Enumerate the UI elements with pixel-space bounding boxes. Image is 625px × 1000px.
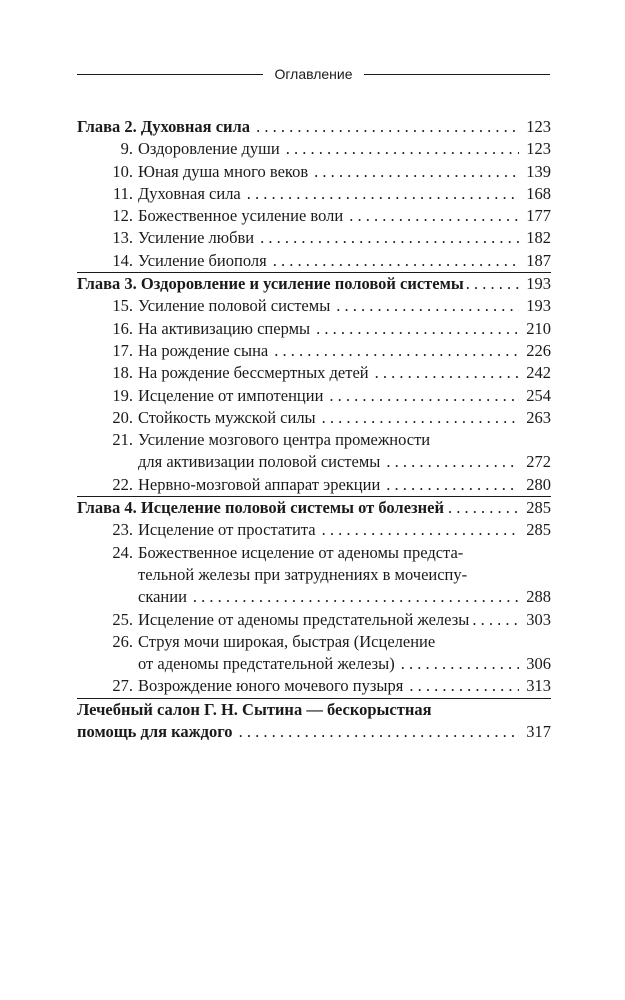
toc-entry-title: Глава 3. Оздоровление и усиление половой системы [77,274,464,294]
toc-entry-title: Лечебный салон Г. Н. Сытина — бескорыстная [77,699,432,719]
toc-leader-dots [448,497,521,519]
toc-leader-dots [349,205,519,227]
toc-entry-title: Стойкость мужской силы [138,407,316,427]
toc-item-24[interactable] [77,542,551,564]
header-title: Оглавление [274,66,353,82]
toc-entry-title: Исцеление от импотенции [138,385,324,405]
toc-leader-dots [273,250,519,272]
header-rule-right [364,74,550,75]
toc-page-number: 303 [526,609,551,629]
toc-page-number: 285 [526,520,551,540]
toc-leader-dots [386,474,519,496]
toc-page-number: 306 [526,654,551,674]
toc-item-10[interactable] [77,161,551,183]
toc-entry-title: Струя мочи широкая, быстрая (Исцеление [138,631,436,651]
toc-entry-title: Усиление любви [138,228,255,248]
toc-entry-number: 22. [112,474,133,494]
toc-entry-title: Духовная сила [138,183,241,203]
toc-leader-dots [322,407,519,429]
toc-leader-dots [322,519,519,541]
toc-leader-dots [314,161,519,183]
toc-page-number: 210 [526,318,551,338]
toc-entry-title-cont: тельной железы при затруднениях в мочеиспу- [138,564,468,584]
toc-entry-title-cont: скании [138,587,187,607]
toc-entry-number: 24. [112,542,133,562]
toc-item-26-cont[interactable] [77,653,551,675]
toc-item-16[interactable] [77,318,551,340]
toc-entry-number: 14. [112,250,133,270]
toc-leader-dots [466,273,523,295]
toc-entry-number: 25. [112,609,133,629]
toc-leader-dots [260,227,519,249]
toc-entry-title: На активизацию спермы [138,318,311,338]
toc-leader-dots [386,451,519,473]
toc-item-9[interactable] [77,138,551,160]
toc-entry-number: 9. [120,139,133,159]
toc-entry-number: 27. [112,676,133,696]
toc-page-number: 123 [526,139,551,159]
toc-entry-number: 13. [112,228,133,248]
toc-item-21-cont[interactable] [77,451,551,473]
toc-item-12[interactable] [77,205,551,227]
toc-item-13[interactable] [77,227,551,249]
toc-leader-dots [329,385,519,407]
toc-page-number: 123 [526,117,551,136]
toc-leader-dots [375,362,519,384]
toc-item-24-cont-1[interactable] [77,564,551,586]
toc-item-20[interactable] [77,407,551,429]
toc-entry-title: Божественное усиление воли [138,206,344,226]
toc-leader-dots [193,586,519,608]
toc-salon[interactable] [77,698,551,721]
toc-item-17[interactable] [77,340,551,362]
header-rule-left [77,74,263,75]
toc-leader-dots [239,721,519,743]
toc-entry-title-cont: помощь для каждого [77,722,233,742]
toc-page-number: 193 [526,274,551,294]
toc-chapter-3[interactable] [77,272,551,295]
toc-page-number: 254 [526,385,551,405]
toc-leader-dots [409,675,519,697]
toc-page-number: 285 [526,498,551,518]
toc-entry-title: Усиление биополя [138,250,267,270]
toc-entry-title: Усиление мозгового центра промежности [138,430,431,450]
toc-entry-number: 26. [112,631,133,651]
toc-page-number: 242 [526,363,551,383]
toc-entry-number: 23. [112,520,133,540]
toc-entry-title: Возрождение юного мочевого пузыря [138,676,404,696]
toc-entry-number: 19. [112,385,133,405]
toc-item-19[interactable] [77,385,551,407]
toc-item-11[interactable] [77,183,551,205]
toc-leader-dots [401,653,519,675]
toc-chapter-2[interactable] [77,116,551,138]
toc-item-18[interactable] [77,362,551,384]
toc-entry-title: Усиление половой системы [138,296,331,316]
toc-page-number: 177 [526,206,551,226]
toc-page-number: 313 [526,676,551,696]
toc-page-number: 280 [526,474,551,494]
toc-leader-dots [336,295,519,317]
toc-entry-title: На рождение бессмертных детей [138,363,369,383]
toc-page-number: 263 [526,407,551,427]
toc-entry-title: Глава 2. Духовная сила [77,117,251,136]
toc-item-24-cont-2[interactable] [77,586,551,608]
toc-leader-dots [472,609,522,631]
toc-entry-title: Глава 4. Исцеление половой системы от болезней [77,498,444,518]
toc-leader-dots [274,340,519,362]
table-of-contents [77,116,551,743]
toc-page-number: 317 [526,722,551,742]
toc-entry-number: 15. [112,296,133,316]
toc-page-number: 182 [526,228,551,248]
toc-entry-title: Божественное исцеление от аденомы предста- [138,542,464,562]
toc-entry-title: Исцеление от аденомы предстательной железы [138,609,470,629]
toc-leader-dots [247,183,519,205]
toc-entry-number: 21. [112,430,133,450]
toc-page-number: 168 [526,183,551,203]
toc-page-number: 226 [526,340,551,360]
toc-leader-dots [256,116,519,138]
toc-entry-title: Нервно-мозговой аппарат эрекции [138,474,381,494]
toc-item-14[interactable] [77,250,551,272]
toc-entry-number: 12. [112,206,133,226]
toc-entry-number: 16. [112,318,133,338]
running-header [77,64,550,84]
toc-entry-number: 10. [112,161,133,181]
toc-entry-number: 18. [112,363,133,383]
toc-item-21[interactable] [77,429,551,451]
toc-item-25[interactable] [77,609,551,631]
toc-entry-title-cont: для активизации половой системы [138,452,381,472]
toc-chapter-4[interactable] [77,496,551,519]
toc-page-number: 139 [526,161,551,181]
toc-page-number: 288 [526,587,551,607]
toc-page-number: 187 [526,250,551,270]
toc-entry-number: 20. [112,407,133,427]
toc-item-22[interactable] [77,474,551,496]
toc-entry-title: Оздоровление души [138,139,280,159]
toc-leader-dots [316,318,519,340]
toc-page-number: 193 [526,296,551,316]
toc-entry-title: Исцеление от простатита [138,520,316,540]
toc-leader-dots [286,138,519,160]
toc-entry-number: 17. [112,340,133,360]
toc-salon-cont[interactable] [77,721,551,743]
toc-entry-number: 11. [112,183,133,203]
toc-item-15[interactable] [77,295,551,317]
toc-entry-title: На рождение сына [138,340,269,360]
toc-item-27[interactable] [77,675,551,697]
toc-entry-title: Юная душа много веков [138,161,309,181]
toc-entry-title-cont: от аденомы предстательной железы) [138,654,395,674]
toc-item-26[interactable] [77,631,551,653]
toc-page-number: 272 [526,452,551,472]
toc-item-23[interactable] [77,519,551,541]
